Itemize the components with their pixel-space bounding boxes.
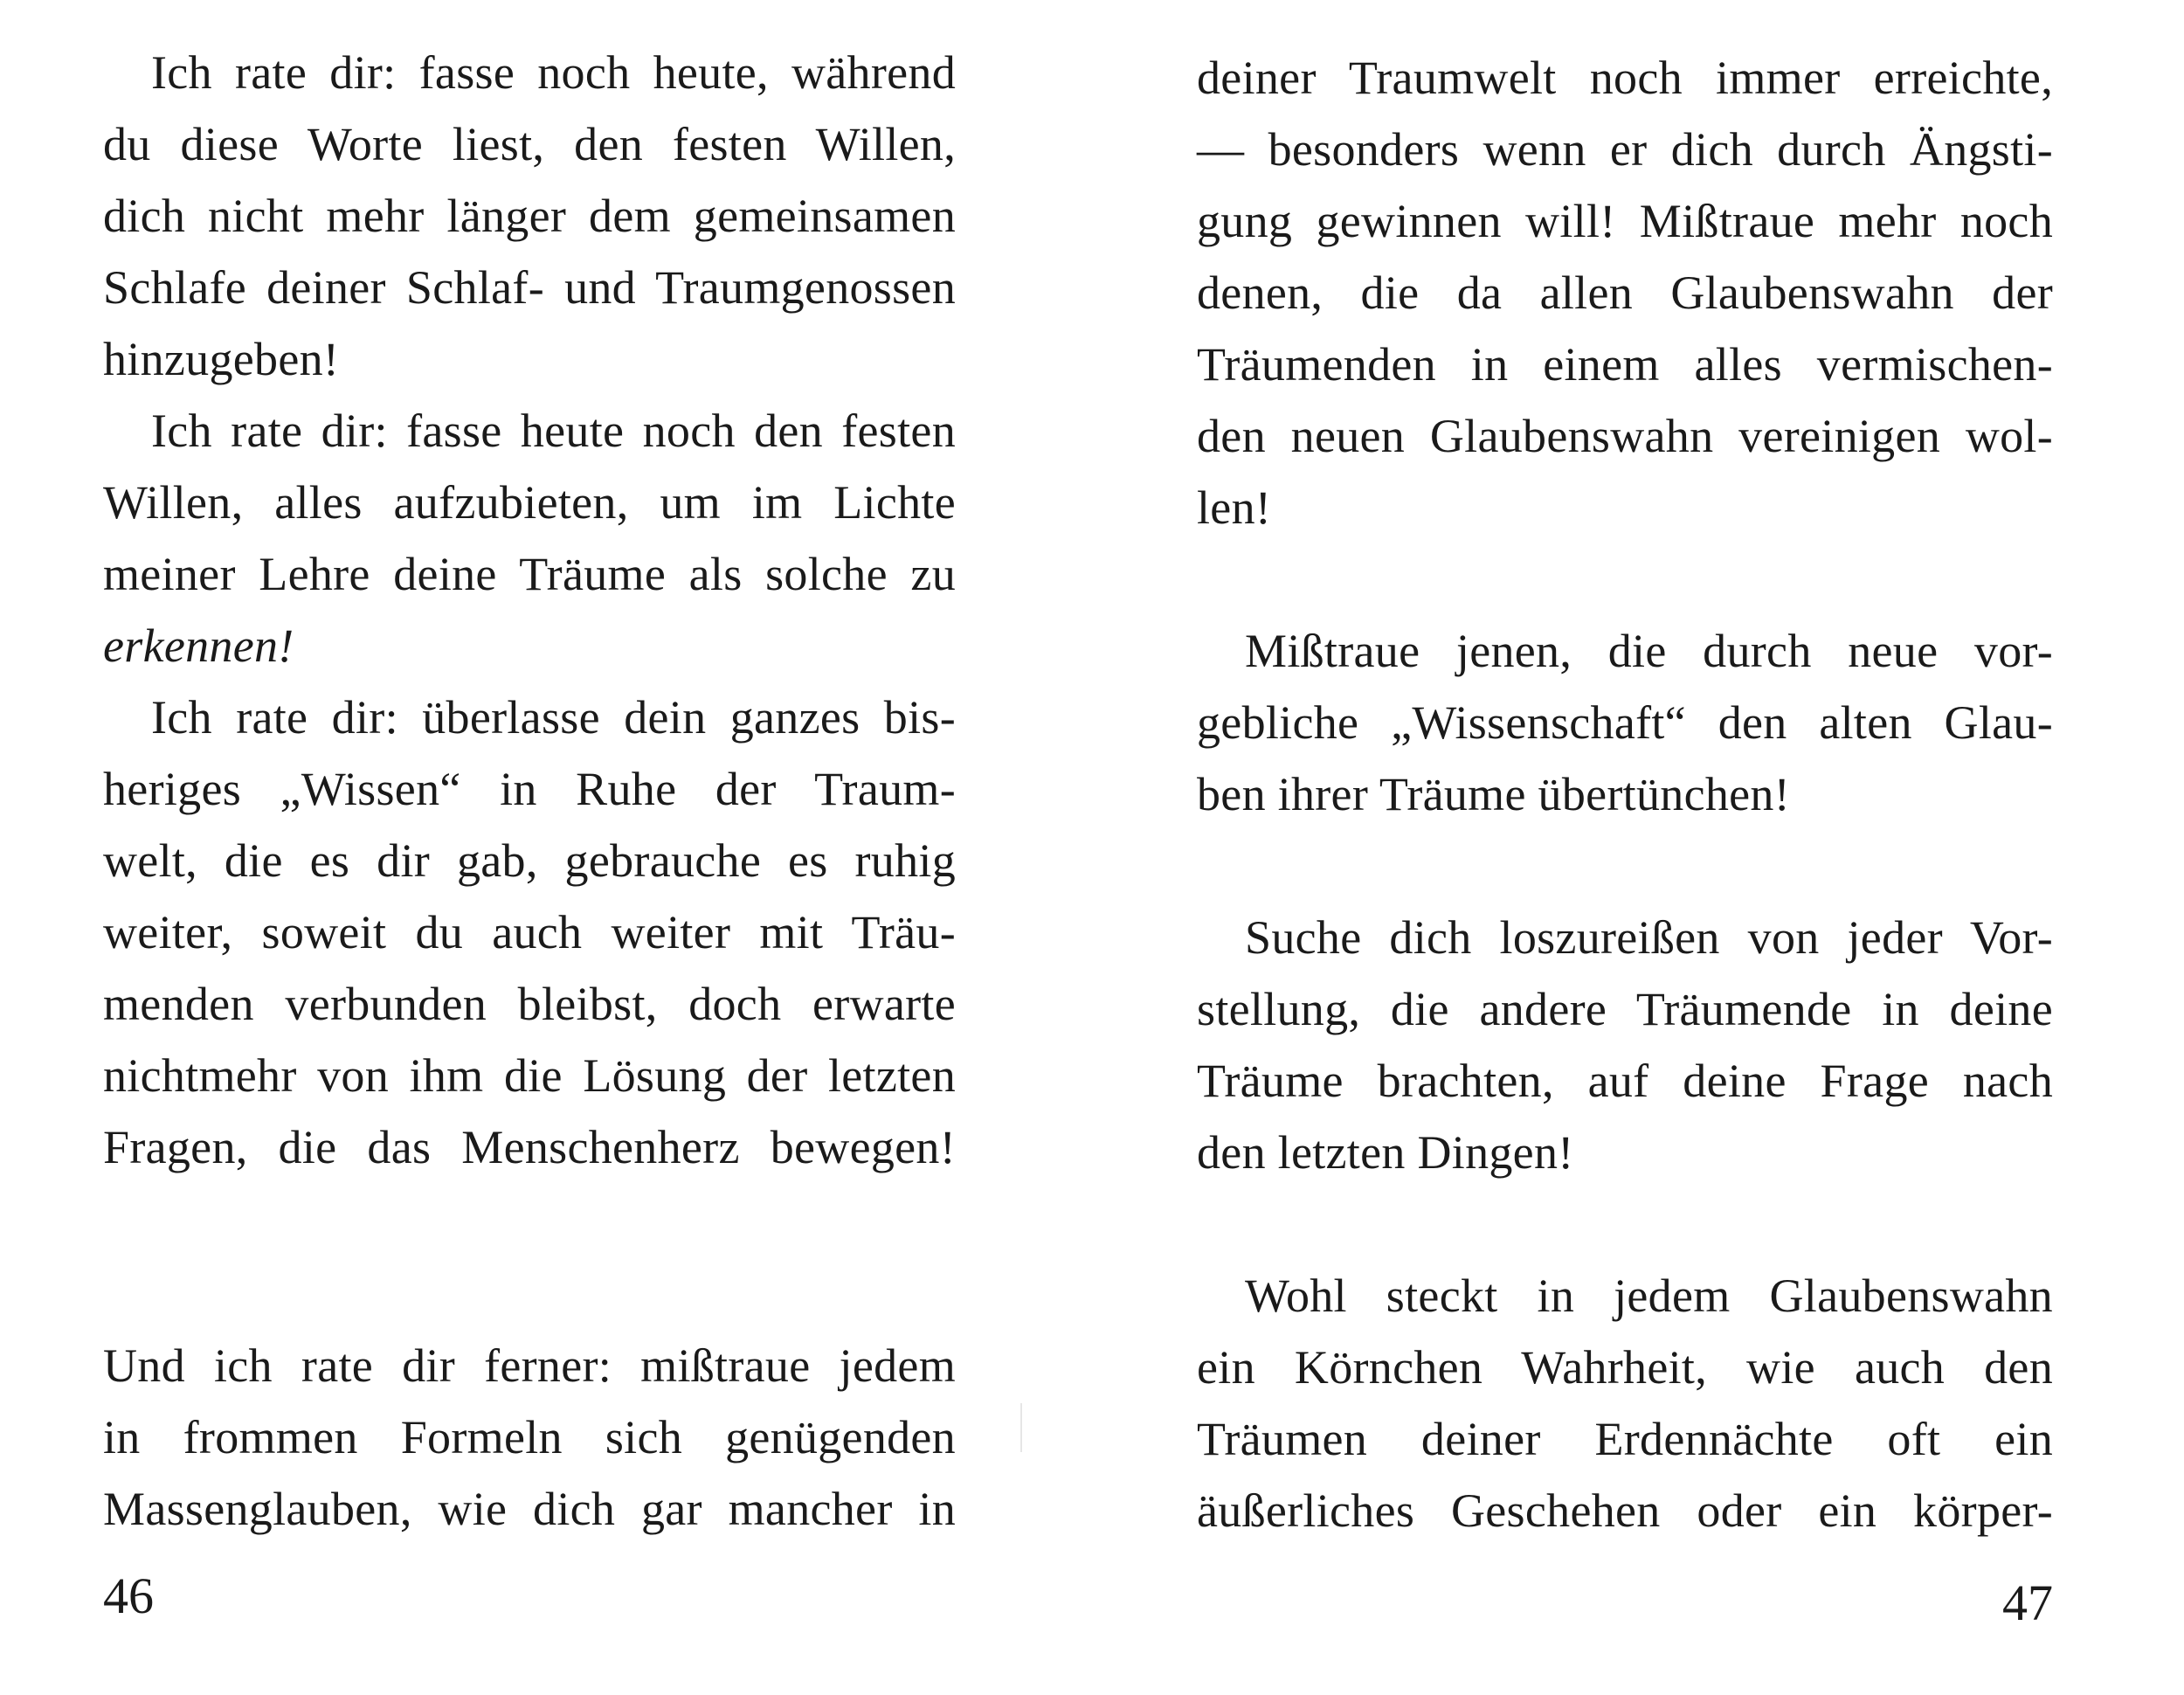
page-number: 47 [2002,1574,2053,1631]
text-line: du diese Worte liest, den festen Willen, [103,118,956,170]
right-page [1092,0,2184,1695]
text-line: Suche dich loszureißen von jeder Vor- [1245,911,2053,964]
text-line: in frommen Formeln sich genügenden [103,1411,956,1463]
text-line: Ich rate dir: fasse heute noch den festen [151,405,956,457]
text-line: hinzugeben! [103,333,340,385]
text-line: ein Körnchen Wahrheit, wie auch den [1197,1341,2053,1394]
gutter-mark [1020,1403,1022,1452]
text-line: — besonders wenn er dich durch Ängsti- [1197,123,2053,176]
text-line: Träume brachten, auf deine Frage nach [1197,1055,2053,1107]
text-line: Wohl steckt in jedem Glaubenswahn [1245,1270,2053,1322]
text-line: welt, die es dir gab, gebrauche es ruhig [103,834,956,887]
text-line: Ich rate dir: überlasse dein ganzes bis- [151,691,956,744]
text-line: ben ihrer Träume übertünchen! [1197,768,1791,820]
text-line: gung gewinnen will! Mißtraue mehr noch [1197,195,2053,247]
text-line: menden verbunden bleibst, doch erwarte [103,978,956,1030]
page-number: 46 [103,1567,154,1624]
text-line: Träumen deiner Erdennächte oft ein [1197,1413,2053,1465]
text-line: denen, die da allen Glaubenswahn der [1197,266,2053,319]
text-line: stellung, die andere Träumende in deine [1197,983,2053,1035]
text-line: äußerliches Geschehen oder ein körper- [1197,1484,2053,1537]
text-line: Willen, alles aufzubieten, um im Lichte [103,476,956,529]
text-line: Massenglauben, wie dich gar mancher in [103,1483,956,1535]
text-line: len! [1197,481,1272,534]
text-line: gebliche „Wissenschaft“ den alten Glau- [1197,696,2053,749]
text-line: den neuen Glaubenswahn vereinigen wol- [1197,410,2053,462]
text-line: weiter, soweit du auch weiter mit Träu- [103,906,956,958]
text-line: meiner Lehre deine Träume als solche zu [103,548,956,600]
text-line: Schlafe deiner Schlaf- und Traumgenossen [103,261,956,314]
text-line: deiner Traumwelt noch immer erreichte, [1197,52,2053,104]
text-line: nichtmehr von ihm die Lösung der letzten [103,1049,956,1102]
text-line: Ich rate dir: fasse noch heute, während [151,46,956,99]
text-line: erkennen! [103,619,294,672]
text-line: heriges „Wissen“ in Ruhe der Traum- [103,763,956,815]
text-line: dich nicht mehr länger dem gemeinsamen [103,190,956,242]
text-line: Fragen, die das Menschenherz bewegen! [103,1121,956,1173]
text-line: Mißtraue jenen, die durch neue vor- [1245,625,2053,677]
text-line: Und ich rate dir ferner: mißtraue jedem [103,1339,956,1392]
text-line: Träumenden in einem alles vermischen- [1197,338,2053,391]
text-line: den letzten Dingen! [1197,1126,1574,1179]
